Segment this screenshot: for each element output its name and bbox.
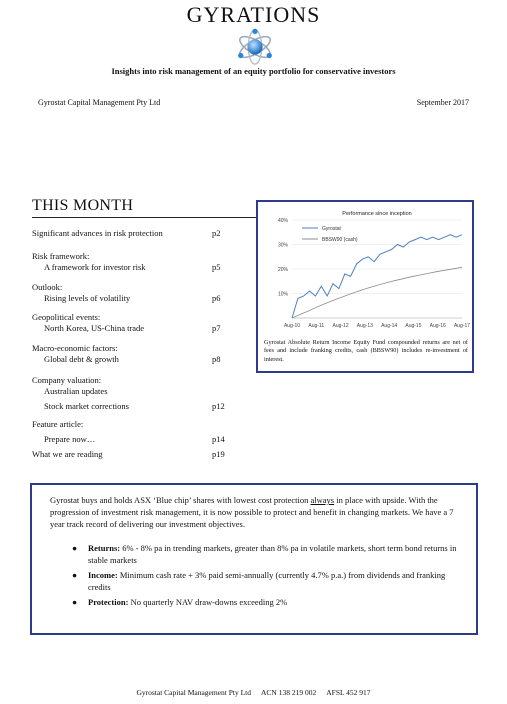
toc-section: Company valuation: bbox=[32, 375, 102, 385]
intro-text: in place with upside. With the progression of investment risk management, it is now possible to protect and benefit in changing markets. We have a 7 year track record of delivering our investment objectives. bbox=[50, 495, 454, 529]
page-footer bbox=[0, 688, 507, 697]
toc-page-number[interactable]: p14 bbox=[212, 434, 225, 444]
toc-page-number[interactable]: p7 bbox=[212, 323, 221, 333]
toc-page-number[interactable]: p5 bbox=[212, 262, 221, 272]
toc-entry[interactable]: Prepare now… bbox=[44, 434, 96, 444]
x-tick-label: Aug-12 bbox=[332, 323, 349, 329]
footer-afsl: AFSL 452 917 bbox=[326, 688, 371, 697]
y-tick-label: 20% bbox=[277, 266, 288, 273]
chart-caption: Gyrostat Absolute Return Income Equity Fund compounded returns are net of fees and include franking credits, cash (BBSW90) includes re-investment of interest. bbox=[264, 339, 468, 363]
toc-divider bbox=[32, 217, 260, 218]
bullet-label: Income: bbox=[88, 570, 118, 580]
toc-entry[interactable]: Rising levels of volatility bbox=[44, 293, 131, 303]
issue-date: September 2017 bbox=[416, 98, 469, 107]
toc-entry[interactable]: Australian updates bbox=[44, 386, 108, 396]
bullet-icon: ● bbox=[72, 597, 78, 607]
company-name: Gyrostat Capital Management Pty Ltd bbox=[38, 98, 161, 107]
toc-entry[interactable]: North Korea, US-China trade bbox=[44, 323, 145, 333]
toc-page-number[interactable]: p12 bbox=[212, 401, 225, 411]
bullet-text: 6% - 8% pa in trending markets, greater than 8% pa in volatile markets, short term bond returns in stable markets bbox=[88, 543, 457, 565]
x-tick-label: Aug-10 bbox=[283, 323, 301, 329]
toc-section: Feature article: bbox=[32, 419, 84, 429]
chart-title: Performance since inception bbox=[342, 211, 412, 217]
bullet-icon: ● bbox=[72, 543, 78, 553]
performance-chart-panel bbox=[256, 200, 474, 373]
toc-page-number[interactable]: p2 bbox=[212, 228, 221, 238]
list-item bbox=[72, 596, 468, 608]
toc-entry[interactable]: A framework for investor risk bbox=[44, 262, 146, 272]
newsletter-title: GYRATIONS bbox=[186, 2, 321, 27]
x-tick-label: Aug-13 bbox=[356, 323, 373, 329]
series-line-0 bbox=[292, 235, 462, 318]
fund-summary-intro bbox=[50, 494, 464, 530]
toc-entry[interactable]: Stock market corrections bbox=[44, 401, 129, 411]
bullet-label: Returns: bbox=[88, 543, 121, 553]
gyroscope-logo-icon bbox=[236, 28, 274, 66]
x-tick-label: Aug-17 bbox=[453, 323, 471, 329]
bullet-text: No quarterly NAV draw-downs exceeding 2% bbox=[128, 597, 288, 607]
toc-page-number[interactable]: p6 bbox=[212, 293, 221, 303]
y-tick-label: 10% bbox=[277, 291, 288, 298]
x-tick-label: Aug-14 bbox=[381, 323, 398, 329]
performance-chart bbox=[262, 206, 471, 336]
x-tick-label: Aug-15 bbox=[405, 323, 422, 329]
toc-section: Geopolitical events: bbox=[32, 312, 101, 322]
x-tick-label: Aug-16 bbox=[429, 323, 446, 329]
toc-section: Macro-economic factors: bbox=[32, 343, 118, 353]
bullet-icon: ● bbox=[72, 570, 78, 580]
toc-page-number[interactable]: p8 bbox=[212, 354, 221, 364]
intro-underlined: always bbox=[310, 495, 335, 505]
objectives-list bbox=[72, 542, 468, 611]
toc-page-number[interactable]: p19 bbox=[212, 449, 225, 459]
toc-section: Outlook: bbox=[32, 282, 63, 292]
toc-entry[interactable]: What we are reading bbox=[32, 449, 103, 459]
toc-section: Risk framework: bbox=[32, 251, 90, 261]
bullet-text: Minimum cash rate + 3% paid semi-annually (currently 4.7% p.a.) from dividends and franking credits bbox=[88, 570, 446, 592]
bullet-label: Protection: bbox=[88, 597, 129, 607]
toc-entry[interactable]: Global debt & growth bbox=[44, 354, 119, 364]
fund-summary-box bbox=[30, 483, 478, 635]
y-tick-label: 40% bbox=[277, 217, 288, 224]
toc-heading: THIS MONTH bbox=[32, 197, 134, 214]
legend-entry: BBSW90 (cash) bbox=[322, 236, 358, 243]
footer-company: Gyrostat Capital Management Pty Ltd bbox=[136, 688, 252, 697]
x-tick-label: Aug-11 bbox=[308, 323, 325, 329]
intro-text: Gyrostat buys and holds ASX ‘Blue chip’ shares with lowest cost protection bbox=[50, 495, 311, 505]
footer-acn: ACN 138 219 002 bbox=[261, 688, 317, 697]
list-item bbox=[72, 542, 468, 566]
list-item bbox=[72, 569, 468, 593]
newsletter-subtitle: Insights into risk management of an equity portfolio for conservative investors bbox=[111, 66, 396, 76]
legend-entry: Gyrostat bbox=[322, 225, 341, 232]
toc-entry[interactable]: Significant advances in risk protection bbox=[32, 228, 163, 238]
y-tick-label: 30% bbox=[277, 242, 288, 249]
